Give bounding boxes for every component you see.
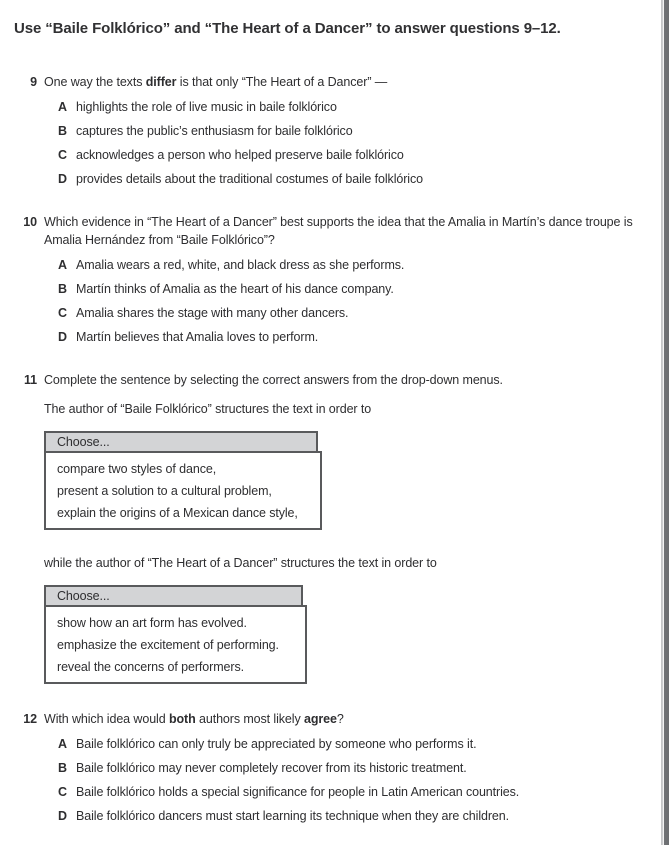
choice-row-b[interactable] bbox=[44, 282, 646, 297]
choice-text: Baile folklórico holds a special significance for people in Latin American countries. bbox=[76, 785, 520, 799]
choice-text: Baile folklórico dancers must start learning its technique when they are children. bbox=[76, 809, 509, 823]
question-number: 10 bbox=[23, 215, 37, 229]
dropdown-2-placeholder: Choose... bbox=[57, 589, 110, 603]
choice-letter: B bbox=[58, 124, 67, 138]
page-edge bbox=[660, 0, 669, 845]
choice-text: captures the public’s enthusiasm for baile folklórico bbox=[76, 124, 353, 138]
choice-text: provides details about the traditional costumes of baile folklórico bbox=[76, 172, 423, 186]
dropdown-1-option-3[interactable]: explain the origins of a Mexican dance style, bbox=[57, 506, 298, 520]
dropdown-1-placeholder: Choose... bbox=[57, 435, 110, 449]
choice-row-d[interactable] bbox=[44, 809, 646, 824]
question-prompt: One way the texts differ is that only “The Heart of a Dancer” — bbox=[44, 75, 388, 89]
choice-text: Amalia shares the stage with many other dancers. bbox=[76, 306, 349, 320]
choice-row-d[interactable] bbox=[44, 330, 646, 345]
choice-letter: B bbox=[58, 761, 67, 775]
sentence-part-2: while the author of “The Heart of a Dancer” structures the text in order to bbox=[44, 556, 437, 570]
choice-row-a[interactable] bbox=[44, 100, 646, 115]
dropdown-2-option-1[interactable]: show how an art form has evolved. bbox=[57, 616, 247, 630]
question-10 bbox=[14, 213, 669, 345]
dropdown-2-header[interactable] bbox=[44, 585, 303, 607]
dropdown-1-list bbox=[44, 451, 322, 530]
choice-text: Baile folklórico can only truly be appreciated by someone who performs it. bbox=[76, 737, 477, 751]
sentence-part-1: The author of “Baile Folklórico” structures the text in order to bbox=[44, 402, 372, 416]
choice-letter: D bbox=[58, 330, 67, 344]
question-9 bbox=[14, 73, 669, 187]
choice-text: Amalia wears a red, white, and black dress as she performs. bbox=[76, 258, 405, 272]
question-number: 11 bbox=[23, 373, 37, 387]
choice-letter: C bbox=[58, 148, 67, 162]
choice-letter: B bbox=[58, 282, 67, 296]
choice-letter: C bbox=[58, 306, 67, 320]
choices-list bbox=[44, 737, 646, 824]
dropdown-1-option-1[interactable]: compare two styles of dance, bbox=[57, 462, 217, 476]
choice-row-b[interactable] bbox=[44, 761, 646, 776]
question-12 bbox=[14, 710, 669, 824]
choice-text: Martín thinks of Amalia as the heart of his dance company. bbox=[76, 282, 394, 296]
choice-row-c[interactable] bbox=[44, 148, 646, 163]
question-prompt: With which idea would both authors most likely agree? bbox=[44, 712, 344, 726]
dropdown-2-option-3[interactable]: reveal the concerns of performers. bbox=[57, 660, 244, 674]
question-number: 12 bbox=[23, 712, 37, 726]
choice-text: Martín believes that Amalia loves to perform. bbox=[76, 330, 319, 344]
dropdown-2-list bbox=[44, 605, 307, 684]
choice-row-a[interactable] bbox=[44, 258, 646, 273]
choice-letter: A bbox=[58, 100, 67, 114]
dropdown-1-option-2[interactable]: present a solution to a cultural problem, bbox=[57, 484, 272, 498]
choice-letter: D bbox=[58, 172, 67, 186]
choice-row-c[interactable] bbox=[44, 306, 646, 321]
choices-list bbox=[44, 100, 646, 187]
dropdown-1 bbox=[44, 431, 646, 530]
choice-letter: C bbox=[58, 785, 67, 799]
dropdown-2 bbox=[44, 585, 646, 684]
question-prompt: Which evidence in “The Heart of a Dancer” best supports the idea that the Amalia in Martín’s dance troupe is Amalia Hernández from “Baile Folklórico”? bbox=[44, 215, 633, 247]
choice-row-b[interactable] bbox=[44, 124, 646, 139]
choice-letter: D bbox=[58, 809, 67, 823]
choice-text: acknowledges a person who helped preserve baile folklórico bbox=[76, 148, 404, 162]
question-prompt: Complete the sentence by selecting the correct answers from the drop-down menus. bbox=[44, 373, 503, 387]
choice-text: Baile folklórico may never completely recover from its historic treatment. bbox=[76, 761, 467, 775]
choice-letter: A bbox=[58, 737, 67, 751]
dropdown-1-header[interactable] bbox=[44, 431, 318, 453]
choice-row-d[interactable] bbox=[44, 172, 646, 187]
choice-text: highlights the role of live music in baile folklórico bbox=[76, 100, 337, 114]
question-number: 9 bbox=[30, 75, 37, 89]
page-title: Use “Baile Folklórico” and “The Heart of a Dancer” to answer questions 9–12. bbox=[14, 20, 561, 37]
dropdown-2-option-2[interactable]: emphasize the excitement of performing. bbox=[57, 638, 279, 652]
choices-list bbox=[44, 258, 646, 345]
choice-row-c[interactable] bbox=[44, 785, 646, 800]
choice-row-a[interactable] bbox=[44, 737, 646, 752]
choice-letter: A bbox=[58, 258, 67, 272]
question-11 bbox=[14, 371, 669, 684]
